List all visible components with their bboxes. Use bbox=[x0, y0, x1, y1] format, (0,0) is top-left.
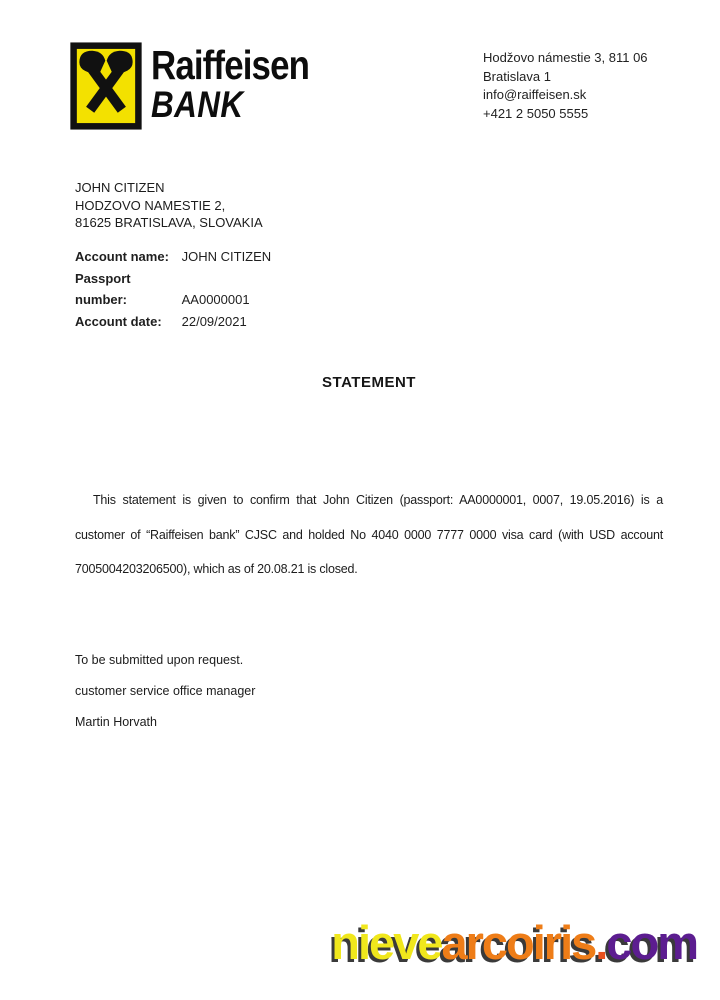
site-watermark bbox=[331, 915, 697, 970]
bank-email: info@raiffeisen.sk bbox=[483, 87, 587, 102]
watermark-segment-nieve: nieve bbox=[331, 916, 442, 969]
account-date-value: 22/09/2021 bbox=[181, 313, 247, 329]
account-name-row bbox=[75, 246, 271, 268]
brand-wordmark bbox=[151, 42, 337, 124]
bank-address-line-2: Bratislava 1 bbox=[483, 68, 551, 84]
watermark-segment-arcoiris: arcoiris bbox=[441, 916, 596, 969]
bank-address-block bbox=[483, 49, 648, 123]
watermark-segment-dot: . bbox=[595, 916, 607, 969]
bank-phone: +421 2 5050 5555 bbox=[483, 105, 589, 121]
account-name-label: Account name: bbox=[75, 249, 169, 264]
brand-name-bank: BANK bbox=[151, 84, 244, 125]
recipient-city: 81625 BRATISLAVA, SLOVAKIA bbox=[75, 215, 263, 230]
passport-number-value: AA0000001 bbox=[181, 292, 250, 307]
account-date-row bbox=[75, 311, 271, 333]
passport-number-row bbox=[75, 268, 271, 311]
statement-title: STATEMENT bbox=[322, 374, 416, 391]
account-date-label: Account date: bbox=[75, 313, 162, 329]
signatory-role: customer service office manager bbox=[75, 684, 256, 698]
raiffeisen-gable-cross-icon bbox=[70, 42, 142, 130]
recipient-name: JOHN CITIZEN bbox=[75, 180, 165, 195]
raiffeisen-logo bbox=[70, 42, 337, 130]
account-info-block bbox=[75, 246, 271, 332]
submission-note: To be submitted upon request. bbox=[75, 653, 244, 667]
bank-address-line-1: Hodžovo námestie 3, 811 06 bbox=[483, 50, 648, 65]
statement-body-paragraph: This statement is given to confirm that John Citizen (passport: AA0000001, 0007, 19.05.2016) is a customer of “Raiffeisen bank” CJSC and holded No 4040 0000 7777 0000 visa card (with USD account 7005004203206500), which as of 20.08.21 is closed. bbox=[75, 493, 663, 576]
watermark-segment-com: com bbox=[606, 916, 697, 969]
closing-block bbox=[75, 653, 255, 746]
signatory-name: Martin Horvath bbox=[75, 715, 157, 729]
passport-number-label: Passport number: bbox=[75, 270, 131, 307]
account-name-value: JOHN CITIZEN bbox=[181, 249, 272, 264]
recipient-block bbox=[75, 179, 263, 232]
brand-name-raiffeisen: Raiffeisen bbox=[151, 42, 310, 88]
recipient-street: HODZOVO NAMESTIE 2, bbox=[75, 197, 226, 213]
